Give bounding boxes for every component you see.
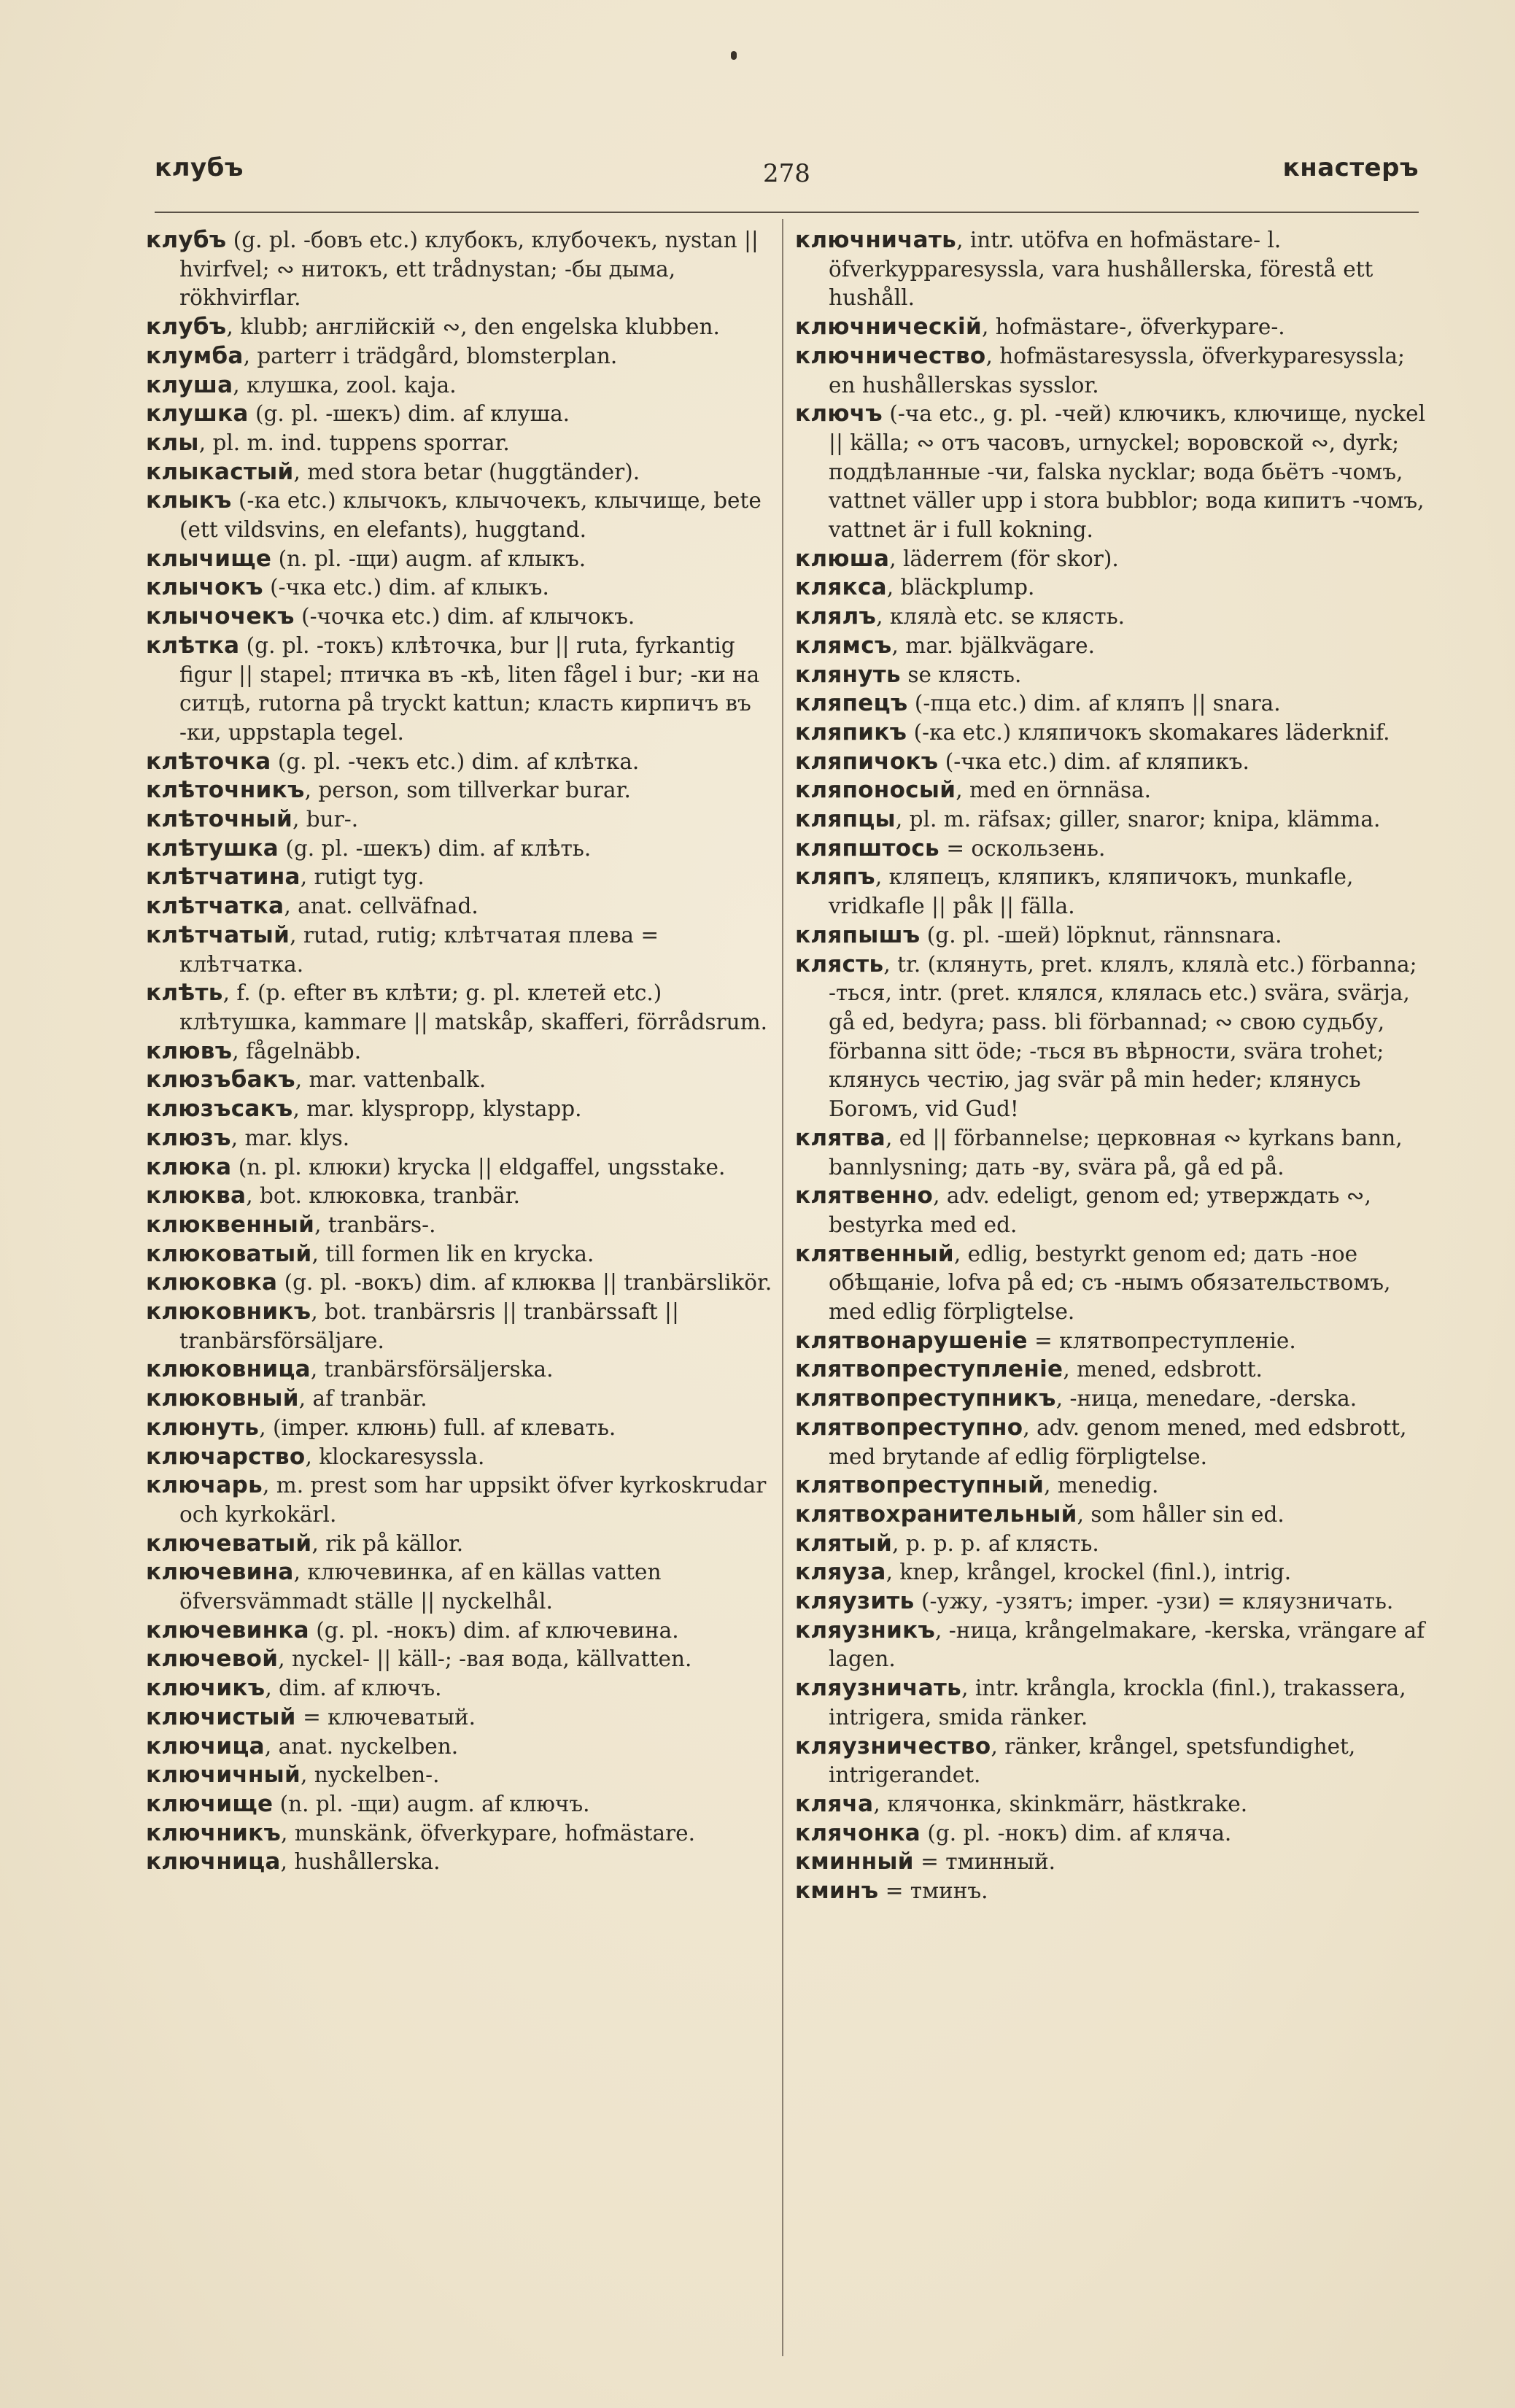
dictionary-entry [146,573,780,603]
entry-headword: клычище [146,545,272,572]
dictionary-entry [146,1095,780,1124]
dictionary-entry [146,603,780,632]
entry-headword: клятый [795,1530,893,1557]
entry-definition: (g. pl. -токъ) клѣточка, bur || ruta, fyrkantig figur || stapel; птичка въ -кѣ, liten fågel i bur; -ки на ситцѣ, rutorna på tryckt kattun; класть кирпичъ въ -ки, uppstapla tegel. [179,632,760,745]
dictionary-entry [795,1587,1430,1617]
entry-definition: (g. pl. -бовъ etc.) клубокъ, клубочекъ, nystan || hvirfvel; ∾ нитокъ, ett trådnystan; -бы дыма, rökhvirflar. [179,228,759,311]
entry-headword: кляча [795,1790,874,1817]
entry-headword: ключарство [146,1443,306,1470]
entry-headword: клѣтчатка [146,893,284,920]
dictionary-entry [146,226,780,313]
entry-headword: клятвопреступникъ [795,1385,1056,1412]
entry-definition: (-чка etc.) dim. af кляпикъ. [938,748,1249,774]
entry-headword: кляпцы [795,806,896,833]
entry-headword: клятвенно [795,1182,934,1209]
entry-headword: клясть [795,951,884,977]
dictionary-entry [795,1414,1430,1471]
entry-definition: (-ка etc.) кляпичокъ skomakares läderknif. [907,719,1390,745]
entry-headword: клялъ [795,603,877,630]
dictionary-entry [795,1124,1430,1182]
dictionary-entry [795,1558,1430,1587]
dictionary-entry [146,1819,780,1848]
entry-definition: , nyckel- || käll-; -вая вода, källvatten. [278,1646,692,1672]
entry-headword: клятвопреступно [795,1414,1023,1441]
entry-headword: клѣточникъ [146,777,305,804]
entry-headword: клѣтушка [146,835,279,862]
dictionary-entry [146,342,780,371]
entry-definition: , hofmästare-, öfverkypare-. [981,314,1285,340]
entry-headword: клубъ [146,314,227,341]
entry-headword: ключевой [146,1646,279,1673]
entry-definition: , hushållerska. [280,1849,441,1875]
entry-headword: клѣть [146,980,223,1007]
entry-headword: клякса [795,574,887,601]
dictionary-entry [795,313,1430,342]
dictionary-entry [146,1733,780,1762]
entry-headword: клуша [146,371,233,398]
entry-definition: , m. prest som har uppsikt öfver kyrkoskrudar och kyrkokärl. [179,1473,767,1527]
entry-definition: , клялà etc. se клясть. [876,604,1125,630]
entry-headword: клѣточка [146,748,271,775]
entry-headword: клѣтчатина [146,864,301,891]
entry-definition: , med en örnnäsa. [956,778,1152,803]
page-number: 278 [763,159,810,188]
entry-definition: , mar. vattenbalk. [295,1067,487,1093]
entry-definition: (-ча etc., g. pl. -чей) ключикъ, ключище, nyckel || källa; ∾ отъ часовъ, urnyckel; воровской ∾, dyrk; поддѣланные -чи, falska nycklar; вода бьётъ -чомъ, vattnet väller upp i stora bubblor; вода кипитъ -чомъ, vattnet är i full kokning. [829,401,1426,543]
dictionary-entry [795,1501,1430,1530]
entry-definition: , -ница, menedare, -derska. [1055,1386,1357,1412]
entry-definition: , bot. tranbärsris || tranbärssaft || tranbärsförsäljare. [179,1299,679,1353]
entry-headword: клыкъ [146,487,232,514]
dictionary-entry [146,545,780,574]
entry-headword: ключистый [146,1703,296,1730]
entry-definition: , intr. krångla, krockla (finl.), trakassera, intrigera, smida ränker. [829,1676,1406,1730]
dictionary-entry [146,400,780,429]
entry-headword: клюковатый [146,1240,312,1267]
entry-headword: кминный [795,1848,914,1875]
entry-definition: , intr. utöfva en hofmästare- l. öfverkypparesyssla, vara hushållerska, förestå ett hushåll. [829,228,1373,311]
entry-definition: = оскользень. [939,835,1106,861]
entry-headword: ключевина [146,1559,294,1586]
entry-headword: кляпецъ [795,690,908,717]
entry-definition: , till formen lik en krycka. [311,1241,594,1266]
dictionary-entry [146,1790,780,1819]
dictionary-entry [146,1355,780,1385]
entry-definition: , menedig. [1044,1473,1159,1498]
entry-headword: клятвопреступленіе [795,1356,1063,1383]
entry-headword: клянуть [795,661,901,688]
dictionary-entry [146,1558,780,1616]
entry-definition: , af tranbär. [298,1386,427,1412]
dictionary-entry [146,429,780,458]
entry-definition: , läderrem (för skor). [889,546,1119,571]
entry-headword: кляузникъ [795,1617,936,1644]
entry-definition: , rutad, rutig; клѣтчатая плева = клѣтчатка. [179,922,659,977]
dictionary-entry [146,1645,780,1674]
entry-definition: , som håller sin ed. [1077,1501,1285,1527]
dictionary-entry [795,1471,1430,1501]
entry-headword: ключничество [795,342,986,369]
dictionary-entry [795,342,1430,400]
running-head [155,153,1419,194]
entry-definition: , mened, edsbrott. [1063,1357,1263,1382]
entry-definition: (-чочка etc.) dim. af клычокъ. [294,604,635,630]
dictionary-entry [146,1761,780,1790]
entry-headword: ключъ [795,400,883,427]
entry-definition: , ключевинка, af en källas vatten öfversvämmadt ställe || nyckelhål. [179,1560,662,1614]
entry-headword: клычокъ [146,574,263,601]
dictionary-entry [146,1298,780,1355]
entry-headword: клюзъбакъ [146,1066,295,1093]
entry-headword: ключничать [795,227,957,253]
dictionary-entry [795,632,1430,661]
dictionary-entry [795,1617,1430,1674]
dictionary-entry [146,979,780,1037]
dictionary-entry [146,313,780,342]
dictionary-entry [795,603,1430,632]
entry-definition: , anat. cellväfnad. [284,894,478,919]
dictionary-entry [146,776,780,805]
entry-headword: кляузить [795,1588,915,1615]
entry-definition: , f. (p. efter въ клѣти; g. pl. клетей etc.) клѣтушка, kammare || matskåp, skafferi, förrådsrum. [179,980,767,1034]
entry-definition: , rutigt tyg. [300,864,425,890]
entry-definition: (g. pl. -шекъ) dim. af клуша. [248,401,570,427]
left-column [146,226,780,2356]
dictionary-entry [146,371,780,400]
entry-headword: клубъ [146,227,227,253]
entry-headword: клыкастый [146,458,294,485]
dictionary-entry [795,400,1430,545]
entry-headword: ключичный [146,1762,301,1789]
dictionary-entry [795,1385,1430,1414]
entry-headword: кляузничать [795,1675,962,1702]
dictionary-entry [146,1703,780,1733]
dictionary-entry [795,545,1430,574]
column-separator [782,219,783,2356]
entry-headword: клячонка [795,1819,921,1846]
entry-definition: (n. pl. клюки) krycka || eldgaffel, ungsstake. [231,1154,726,1180]
dictionary-entry [795,1355,1430,1385]
entry-definition: (-пца etc.) dim. af кляпъ || snara. [907,691,1281,716]
dictionary-entry [795,1819,1430,1848]
dictionary-entry [146,748,780,777]
entry-definition: , adv. edeligt, genom ed; утверждать ∾, bestyrka med ed. [829,1183,1371,1237]
entry-definition: , parterr i trädgård, blomsterplan. [243,343,618,368]
dictionary-entry [146,1182,780,1211]
dictionary-entry [146,632,780,748]
entry-headword: клятвенный [795,1240,954,1267]
entry-definition: , klockaresyssla. [305,1444,485,1469]
dictionary-entry [146,835,780,864]
dictionary-entry [146,805,780,835]
entry-definition: = тминъ. [878,1878,988,1904]
dictionary-entry [146,1848,780,1877]
entry-headword: клямсъ [795,632,892,659]
entry-definition: (n. pl. -щи) augm. af ключъ. [273,1791,590,1816]
entry-headword: клятва [795,1124,886,1151]
entry-definition: = клятвопреступленіе. [1027,1328,1296,1353]
entry-definition: , bot. клюковка, tranbär. [246,1183,520,1209]
entry-headword: клѣтчатый [146,921,290,948]
entry-headword: кляпъ [795,864,875,891]
entry-headword: ключица [146,1733,265,1759]
dictionary-entry [146,1471,780,1529]
entry-headword: клювъ [146,1037,233,1064]
entry-definition: (g. pl. -шей) löpknut, rännsnara. [920,922,1282,948]
dictionary-entry [146,487,780,544]
dictionary-entry [795,748,1430,777]
entry-headword: клюковный [146,1385,299,1412]
entry-headword: клюковка [146,1269,278,1296]
entry-headword: кляузничество [795,1733,991,1759]
dictionary-entry [146,1385,780,1414]
dictionary-entry [146,892,780,921]
entry-headword: ключническій [795,314,982,341]
entry-headword: клюковница [146,1356,311,1383]
entry-headword: клюша [795,545,890,572]
entry-headword: ключница [146,1848,281,1875]
entry-definition: , bur-. [292,807,359,832]
entry-definition: (g. pl. -нокъ) dim. af ключевина. [309,1617,679,1643]
entry-definition: , ränker, krångel, spetsfundighet, intrigerandet. [829,1733,1356,1788]
entry-headword: ключникъ [146,1819,282,1846]
dictionary-entry [146,1269,780,1298]
dictionary-entry [146,1617,780,1646]
dictionary-entry [795,1674,1430,1732]
entry-headword: клятвонарушеніе [795,1327,1028,1354]
entry-definition: (g. pl. -шекъ) dim. af клѣть. [279,835,592,861]
entry-definition: (g. pl. -вокъ) dim. af клюква || tranbärslikör. [277,1270,772,1296]
guide-word-left: клубъ [155,153,244,182]
dictionary-entry [146,1037,780,1066]
dictionary-entry [795,1848,1430,1877]
entry-definition: , p. p. p. af клясть. [892,1530,1099,1556]
entry-headword: клушка [146,400,249,427]
entry-definition: (g. pl. -нокъ) dim. af кляча. [921,1820,1232,1846]
right-column [795,226,1430,2356]
entry-headword: клятвопреступный [795,1472,1045,1499]
entry-definition: , edlig, bestyrkt genom ed; дать -ное обѣщаніе, lofva på ed; съ -нымъ обязательствомъ, med edlig förpligtelse. [829,1241,1391,1325]
dictionary-entry [795,719,1430,748]
entry-headword: ключикъ [146,1675,266,1702]
entry-definition: , nyckelben-. [301,1762,440,1788]
entry-headword: ключище [146,1790,274,1817]
entry-definition: , rik på källor. [311,1530,464,1556]
dictionary-entry [795,226,1430,313]
entry-definition: , -ница, krångelmakare, -kerska, vrängare af lagen. [829,1617,1425,1672]
entry-headword: кминъ [795,1878,879,1905]
entry-definition: (g. pl. -чекъ etc.) dim. af клѣтка. [271,748,640,774]
entry-definition: , munskänk, öfverkypare, hofmästare. [281,1820,695,1846]
entry-definition: , pl. m. räfsax; giller, snaror; knipa, klämma. [895,807,1381,832]
entry-definition: , mar. bjälkvägare. [891,632,1095,658]
entry-headword: клятвохранительный [795,1501,1077,1528]
dictionary-entry [795,776,1430,805]
entry-definition: (n. pl. -щи) augm. af клыкъ. [271,546,586,571]
entry-definition: , tranbärs-. [314,1212,436,1237]
dictionary-entry [146,1153,780,1182]
entry-definition: , кляпецъ, кляпикъ, кляпичокъ, munkafle, vridkafle || påk || fälla. [829,864,1354,919]
dictionary-entry [795,835,1430,864]
entry-headword: клюзъсакъ [146,1096,293,1123]
entry-headword: ключевинка [146,1617,309,1644]
dictionary-entry [795,921,1430,951]
entry-definition: , клушка, zool. kaja. [233,372,457,398]
entry-definition: , med stora betar (huggtänder). [293,459,640,484]
entry-definition: , клячонка, skinkmärr, hästkrake. [873,1791,1248,1816]
entry-headword: клюзъ [146,1124,231,1151]
entry-headword: кляпштось [795,835,939,862]
entry-definition: (-ка etc.) клычокъ, клычочекъ, клычище, bete (ett vildsvins, en elefants), huggtand. [179,488,762,543]
entry-definition: , ed || förbannelse; церковная ∾ kyrkans bann, bannlysning; дать -ву, svära på, gå ed på. [829,1125,1403,1180]
entry-headword: кляпышъ [795,921,921,948]
dictionary-entry [795,661,1430,690]
entry-definition: se клясть. [900,662,1022,687]
entry-headword: кляпоносый [795,777,956,804]
dictionary-entry [146,921,780,979]
entry-definition: , (imper. клюнь) full. af клевать. [259,1414,616,1440]
dictionary-entry [146,1211,780,1240]
entry-definition: , adv. genom mened, med edsbrott, med brytande af edlig förpligtelse. [829,1414,1407,1469]
dictionary-entry [146,458,780,487]
dictionary-entry [795,1182,1430,1239]
dictionary-entry [795,863,1430,921]
entry-definition: (-чка etc.) dim. af клыкъ. [263,575,549,600]
dictionary-entry [146,1066,780,1095]
entry-definition: , tranbärsförsäljerska. [310,1357,554,1382]
entry-definition: = ключеватый. [295,1704,476,1730]
entry-headword: клюква [146,1182,247,1209]
entry-definition: , tr. (клянуть, pret. клялъ, клялà etc.) förbanna; -ться, intr. (pret. клялся, клялась etc.) svära, svärja, gå ed, bedyra; pass. bli förbannad; ∾ свою судьбу, förbanna sitt öde; -ться въ вѣрности, svära trohet; клянусь честію, jag svär på min heder; клянусь Богомъ, vid Gud! [829,951,1417,1122]
entry-definition: , anat. nyckelben. [264,1733,459,1759]
dictionary-entry [146,1414,780,1443]
entry-definition: , knep, krångel, krockel (finl.), intrig. [886,1560,1292,1585]
entry-headword: клѣточный [146,806,292,833]
dictionary-entry [146,863,780,892]
entry-headword: кляуза [795,1559,886,1586]
entry-headword: клычочекъ [146,603,295,630]
dictionary-entry [795,1877,1430,1906]
dictionary-entry [795,805,1430,835]
dictionary-entry [146,1674,780,1703]
entry-definition: = тминный. [913,1849,1056,1875]
dictionary-entry [795,1733,1430,1790]
entry-headword: кляпичокъ [795,748,939,775]
dictionary-entry [146,1443,780,1472]
entry-definition: , mar. klys. [230,1125,350,1150]
entry-headword: ключеватый [146,1530,312,1557]
dictionary-entry [795,1530,1430,1559]
entry-headword: клюка [146,1153,232,1180]
entry-headword: клюквенный [146,1211,315,1238]
entry-headword: клумба [146,342,244,369]
entry-headword: ключарь [146,1472,263,1499]
entry-definition: , pl. m. ind. tuppens sporrar. [198,430,510,455]
entry-definition: , fågelnäbb. [232,1038,362,1064]
entry-definition: , mar. klyspropp, klystapp. [292,1096,582,1122]
guide-word-right: кнастеръ [1282,153,1419,182]
entry-definition: (-ужу, -узятъ; imper. -узи) = кляузничать. [914,1589,1394,1614]
dictionary-entry [795,1790,1430,1819]
entry-definition: , bläckplump. [886,575,1035,600]
entry-headword: клѣтка [146,632,240,659]
entry-definition: , dim. af ключъ. [265,1676,442,1701]
dictionary-entry [146,1124,780,1153]
entry-definition: , person, som tillverkar burar. [304,778,631,803]
entry-headword: клы [146,429,199,456]
entry-headword: клюковникъ [146,1298,311,1325]
dictionary-entry [146,1530,780,1559]
print-mark [731,51,737,60]
entry-headword: кляпикъ [795,719,907,746]
dictionary-entry [795,1327,1430,1356]
dictionary-entry [795,1240,1430,1327]
dictionary-entry [795,689,1430,719]
dictionary-entry [146,1240,780,1269]
entry-headword: клюнуть [146,1414,260,1441]
entry-definition: , klubb; англійскій ∾, den engelska klubben. [226,314,720,340]
dictionary-entry [795,951,1430,1124]
header-rule [155,212,1419,213]
dictionary-entry [795,573,1430,603]
entry-definition: , hofmästaresyssla, öfverkyparesyssla; en hushållerskas sysslor. [829,343,1405,398]
